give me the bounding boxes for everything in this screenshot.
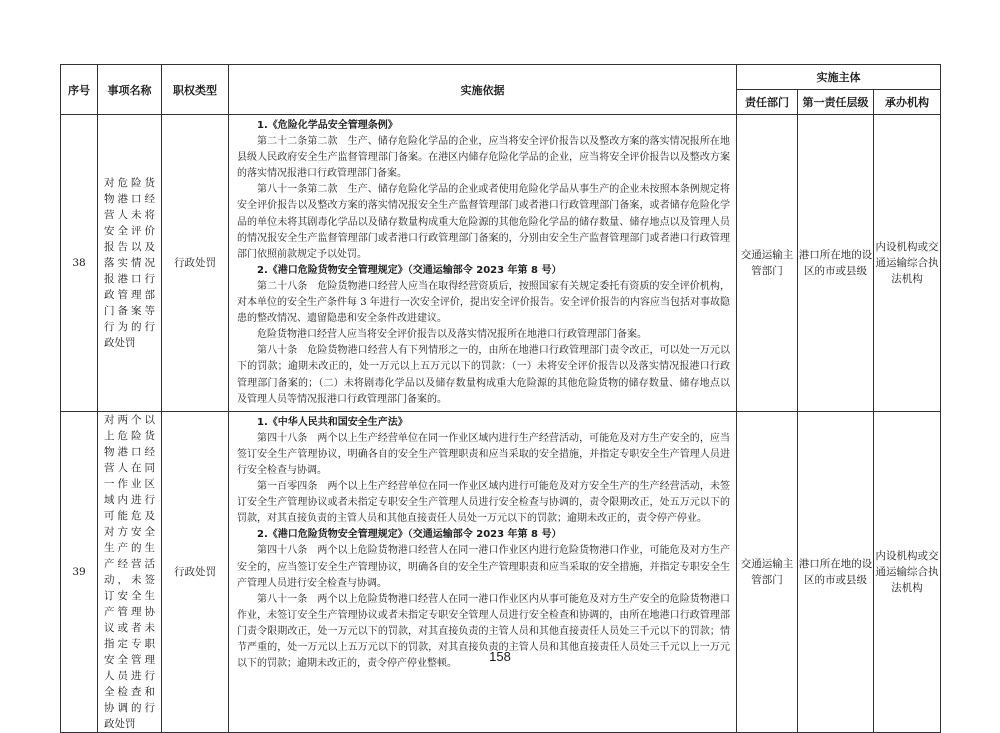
basis-heading: 2.《港口危险货物安全管理规定》（交通运输部令 2023 年第 8 号） [257, 264, 562, 276]
row-number: 39 [61, 411, 98, 732]
basis-paragraph: 第二十二条第二款 生产、储存危险化学品的企业，应当将安全评价报告以及整改方案的落实情况报所在地县级人民政府安全生产监督管理部门备案。在港区内储存危险化学品的企业，应当将安全评价报告以及整改方案的落实情况报港口行政管理部门备案。 [237, 136, 730, 180]
header-org: 承办机构 [874, 90, 941, 115]
basis-paragraph: 第八十条 危险货物港口经营人有下列情形之一的，由所在地港口行政管理部门责令改正，可以处一万元以下的罚款；逾期未改正的，处一万元以上五万元以下的罚款：（一）未将安全评价报告以及落实情况报港口行政管理部门备案的；（二）未将剧毒化学品以及储存数量构成重大危险源的其他危险货物的储存数量、储存地点以及管理人员等情况报港口行政管理部门备案的。 [237, 345, 730, 405]
header-basis: 实施依据 [229, 65, 737, 115]
responsible-dept: 交通运输主管部门 [737, 411, 798, 732]
basis-paragraph: 第八十一条第二款 生产、储存危险化学品的企业或者使用危险化学品从事生产的企业未按照本条例规定将安全评价报告以及整改方案的落实情况报安全生产监督管理部门或者港口行政管理部门备案，或者储存危险化学品的单位未将其剧毒化学品以及储存数量构成重大危险源的其他危险化学品的储存数量、储存地点以及管理人员的情况报安全生产监督管理部门或者港口行政管理部门备案的，分别由安全生产监督管理部门或者港口行政管理部门依照前款规定予以处罚。 [237, 184, 730, 260]
matters-table [60, 64, 941, 733]
page-number: 158 [489, 649, 511, 664]
implementation-basis [229, 411, 737, 732]
basis-paragraph: 第四十八条 两个以上生产经营单位在同一作业区域内进行生产经营活动，可能危及对方生产安全的，应当签订安全生产管理协议，明确各自的安全生产管理职责和应当采取的安全措施，并指定专职安全生产管理人员进行安全检查与协调。 [237, 432, 730, 476]
implementation-basis [229, 115, 737, 412]
basis-paragraph: 第一百零四条 两个以上生产经营单位在同一作业区域内进行可能危及对方安全生产的生产经营活动，未签订安全生产管理协议或者未指定专职安全生产管理人员进行安全检查与协调的，责令限期改正，处五万元以下的罚款，对其直接负责的主管人员和其他直接责任人员处一万元以下的罚款；逾期未改正的，责令停产停业。 [237, 481, 730, 525]
handling-org: 内设机构或交通运输综合执法机构 [874, 411, 941, 732]
header-dept: 责任部门 [737, 90, 798, 115]
row-number: 38 [61, 115, 98, 412]
header-no: 序号 [61, 65, 98, 115]
first-level: 港口所在地的设区的市或县级 [798, 115, 874, 412]
basis-paragraph: 第四十八条 两个以上危险货物港口经营人在同一港口作业区内进行危险货物港口作业，可能危及对方生产安全的，应当签订安全生产管理协议，明确各自的安全生产管理职责和应当采取的安全措施，并指定专职安全生产管理人员进行安全检查与协调。 [237, 545, 730, 589]
header-type: 职权类型 [162, 65, 229, 115]
header-name: 事项名称 [98, 65, 162, 115]
power-type: 行政处罚 [162, 411, 229, 732]
handling-org: 内设机构或交通运输综合执法机构 [874, 115, 941, 412]
basis-heading: 1.《中华人民共和国安全生产法》 [257, 416, 408, 428]
item-name: 对两个以上危险货物港口经营人在同一作业区域内进行可能危及对方安全生产的生产经营活动，未签订安全生产管理协议或者未指定专职安全管理人员进行全检查和协调的行政处罚 [98, 411, 162, 732]
header-subject: 实施主体 [737, 65, 941, 90]
responsible-dept: 交通运输主管部门 [737, 115, 798, 412]
table-row [61, 411, 941, 732]
first-level: 港口所在地的设区的市或县级 [798, 411, 874, 732]
basis-paragraph: 第二十八条 危险货物港口经营人应当在取得经营资质后，按照国家有关规定委托有资质的安全评价机构，对本单位的安全生产条件每 3 年进行一次安全评价，提出安全评价报告。安全评价报告的内容应当包括对事故隐患的整改情况、遗留隐患和安全条件改进建议。 [237, 280, 730, 325]
basis-paragraph: 危险货物港口经营人应当将安全评价报告以及落实情况报所在地港口行政管理部门备案。 [257, 329, 647, 341]
basis-paragraph: 第八十一条 两个以上危险货物港口经营人在同一港口作业区内从事可能危及对方生产安全的危险货物港口作业，未签订安全生产管理协议或者未指定专职安全管理人员进行安全检查和协调的，由所在地港口行政管理部门责令限期改正，处一万元以下的罚款，对其直接负责的主管人员和其他直接责任人员处三千元以下的罚款；情节严重的，处一万元以上五万元以下的罚款，对其直接负责的主管人员和其他直接责任人员处三千元以上一万元以下的罚款；逾期未改正的，责令停产停业整顿。 [237, 593, 730, 670]
header-level: 第一责任层级 [798, 90, 874, 115]
basis-heading: 2.《港口危险货物安全管理规定》（交通运输部令 2023 年第 8 号） [257, 529, 562, 541]
item-name: 对危险货物港口经营人未将安全评价报告以及落实情况报港口行政管理部门备案等行为的行政处罚 [98, 115, 162, 412]
table-row [61, 115, 941, 412]
basis-heading: 1.《危险化学品安全管理条例》 [257, 120, 398, 131]
power-type: 行政处罚 [162, 115, 229, 412]
